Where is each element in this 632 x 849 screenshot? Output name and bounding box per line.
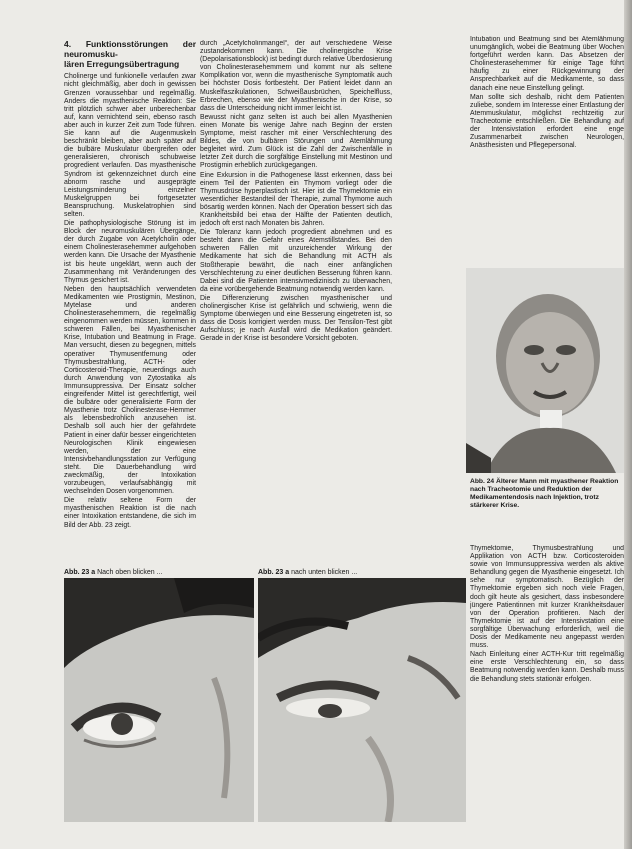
paragraph: Eine Exkursion in die Pathogenese lässt erkennen, dass bei einem Teil der Patienten ein Thymom vorliegt oder die Thymusdrüse hyperplastisch ist. Hier ist die Thymektomie ein wesentlicher Bestandteil der Therapie, zumal Thymome auch bösartig werden können. Nach der Operation bessert sich das Krankheitsbild bei etwa der Hälfte der Patienten deutlich, jedoch oft erst nach Monaten bis Jahren. [200, 171, 392, 228]
paragraph: Die Differenzierung zwischen myasthenischer und cholinergischer Krise ist gefährlich und schwierig, wenn die Symptome überwiegen und eine Besserung eingetreten ist, so dass die Dosis korrigiert werden muss. Der Tensilon-Test gibt Aufschluss; je nach Ausfall wird die Medikation geändert. Gerade in der Krise ist besondere Vorsicht geboten. [200, 294, 392, 343]
eyes-looking-up-photo [64, 578, 254, 822]
text-column-right-bottom [470, 545, 624, 828]
paragraph: Man sollte sich deshalb, nicht dem Patienten zuliebe, sondern im Interesse einer Entlastung der Atemmuskulatur, möglichst rechtzeitig zur Tracheotomie entschließen. Die Behandlung auf der Intensivstation erfordert eine enge Zusammenarbeit zwischen Neurologen, Anästhesisten und Pflegepersonal. [470, 93, 624, 150]
paragraph: Neben den hauptsächlich verwendeten Medikamenten wie Prostigmin, Mestinon, Mytelase und anderen Cholinesterasehemmern, die regelmäßig eingenommen werden müssen, kommen in schweren Fällen, bei Myasthenischer Krise, Intubation und Beatmung in Frage. Man versucht, diesen zu begegnen, mittels operativer Thymusentfernung oder Thymusbestrahlung, ACTH- oder Corticosteroid-Therapie, neuerdings auch durch Anwendung von Zytostatika als Immunsuppressiva. Der Einsatz solcher eingreifender Mittel ist gerechtfertigt, weil die bulbäre oder generalisierte Form der Myasthenie trotz Cholinesterase-Hemmer als lebensbedrohlich anzusehen ist. Deshalb soll auch hier der gefährdete Patient in einer dafür besser eingerichteten Neurologischen Klinik eingewiesen werden, der eine Intensivbehandlungsstation zur Verfügung steht. Die Dauerbehandlung wird zweckmäßig, der Intoxikation vorzubeugen, verlaufsabhängig mit wechselnden Dosen vorgenommen. [64, 285, 196, 496]
section-heading: 4. Funktionsstörungen der neuromusku- lären Erregungsübertragung [64, 40, 196, 69]
paragraph: Die Toleranz kann jedoch progredient abnehmen und es besteht dann die Gefahr eines Atemstillstandes. Bei den schweren Fällen mit unzureichender Wirkung der Medikamente hat sich die Behandlung mit ACTH als Stoßtherapie bewährt, die nach einer anfänglichen Verschlechterung zu einer deutlichen Besserung führen kann. Dabei sind die Patienten intensivmedizinisch zu überwachen, da eine vorübergehende Beatmung notwendig werden kann. [200, 229, 392, 293]
paragraph: Intubation und Beatmung sind bei Atemlähmung unumgänglich, wobei die Beatmung über Wochen fortgeführt werden kann. Das Absetzen der Cholinesterasehemmer für einige Tage führt häufig zu einer Rückgewinnung der Ansprechbarkeit auf die Medikamente, so dass danach eine neue Einstellung gelingt. [470, 36, 624, 92]
figure-23a-caption: Abb. 23 a Nach oben blicken ... [64, 569, 163, 576]
book-binding-edge [624, 0, 632, 849]
paragraph: Nach Einleitung einer ACTH-Kur tritt regelmäßig eine erste Verschlechterung ein, so dass Beatmung notwendig werden kann. Deshalb muss die Behandlung stets stationär erfolgen. [470, 651, 624, 683]
paragraph: Bewusst nicht ganz selten ist auch bei allen Myasthenien einen Monate bis wenige Jahre nach Beginn der ersten Symptome, meist rascher mit einer Verschlechterung des Bildes, die von bulbären Störungen und Atemlähmung begleitet wird. Zum Glück ist die Zahl der Zwischenfälle in letzter Zeit durch die sorgfältige Einstellung mit Mestinon und Prostigmin erheblich zurückgegangen. [200, 113, 392, 170]
paragraph: durch „Acetylcholinmangel“, der auf verschiedene Weise zustandekommen kann. Die cholinergische Krise (Depolarisationsblock) ist bedingt durch relative Überdosierung von Cholinesterasehemmern und kommt nur als seltene Komplikation vor, wenn die myasthenische Symptomatik auch bei höchster Dosis fortbesteht. Der Patient leidet dann an Muskelfaszikulationen, Schweißausbrüchen, Speichelfluss, Erbrechen, ebenso wie der Myasthenische in der Krise, so dass die Unterscheidung nicht immer leicht ist. [200, 40, 392, 112]
paragraph: Cholinerge und funkionelle verlaufen zwar nicht gleichmäßig, aber doch in gewissen Grenzen voraussehbar und regelmäßig. Anders die myasthenische Reaktion: Sie tritt plötzlich schwer aber unberechenbar auf, kann vernichtend sein, ebenso rasch aber auch in kurzer Zeit zum Tode führen. Sie kann auf die Augenmuskeln beschränkt bleiben, aber auch später auf die bulbäre Muskulatur übergreifen oder generalisieren, chronisch schubweise progredient verlaufen. Das myasthenische Syndrom ist gekennzeichnet durch eine abnorm rasche und ausgeprägte Leistungsminderung einzelner Muskelgruppen bei fortgesetzter Beanspruchung. Muskelatrophien sind selten. [64, 73, 196, 218]
patient-portrait-image [466, 268, 626, 473]
paragraph: Die pathophysiologische Störung ist im Block der neuromuskulären Übergänge, der durch Zugabe von Acetylcholin oder einem Cholinesterasehemmer aufgehoben werden kann. Die Ursache der Myasthenie ist bis heute ungeklärt, wenn auch der Zusammenhang mit Veränderungen des Thymus gesichert ist. [64, 220, 196, 284]
text-column-left [64, 40, 196, 568]
figure-23b-caption: Abb. 23 a nach unten blicken ... [258, 569, 358, 576]
paragraph: Thymektomie, Thymusbestrahlung und Applikation von ACTH bzw. Corticosteroiden sowie von Immunsuppressiva werden als aktive Behandlung gegen die Myasthenie eingesetzt. Ich sehe nur symptomatisch. Bezüglich der Thymektomie ergeben sich noch viele Fragen, doch gilt heute als gesichert, dass insbesondere jüngere Patientinnen mit kurzer Krankheitsdauer von der Operation profitieren. Nach der Thymektomie ist auf der Intensivstation eine sorgfältige Überwachung erforderlich, weil die Dosis der Medikamente neu angepasst werden muss. [470, 545, 624, 650]
paragraph: Die relativ seltene Form der myasthenischen Reaktion ist die nach einer Intoxikation entstandene, die sich im Bild der Abb. 23 zeigt. [64, 497, 196, 529]
text-column-middle [200, 40, 392, 577]
eyes-looking-down-photo [258, 578, 466, 822]
figure-24-caption: Abb. 24 Älterer Mann mit myasthener Reaktion nach Tracheotomie und Reduktion der Medikamentendosis nach Injektion, trotz stärkerer Krise. [470, 478, 619, 509]
patient-photo [466, 268, 626, 473]
text-column-right-top [470, 36, 624, 268]
